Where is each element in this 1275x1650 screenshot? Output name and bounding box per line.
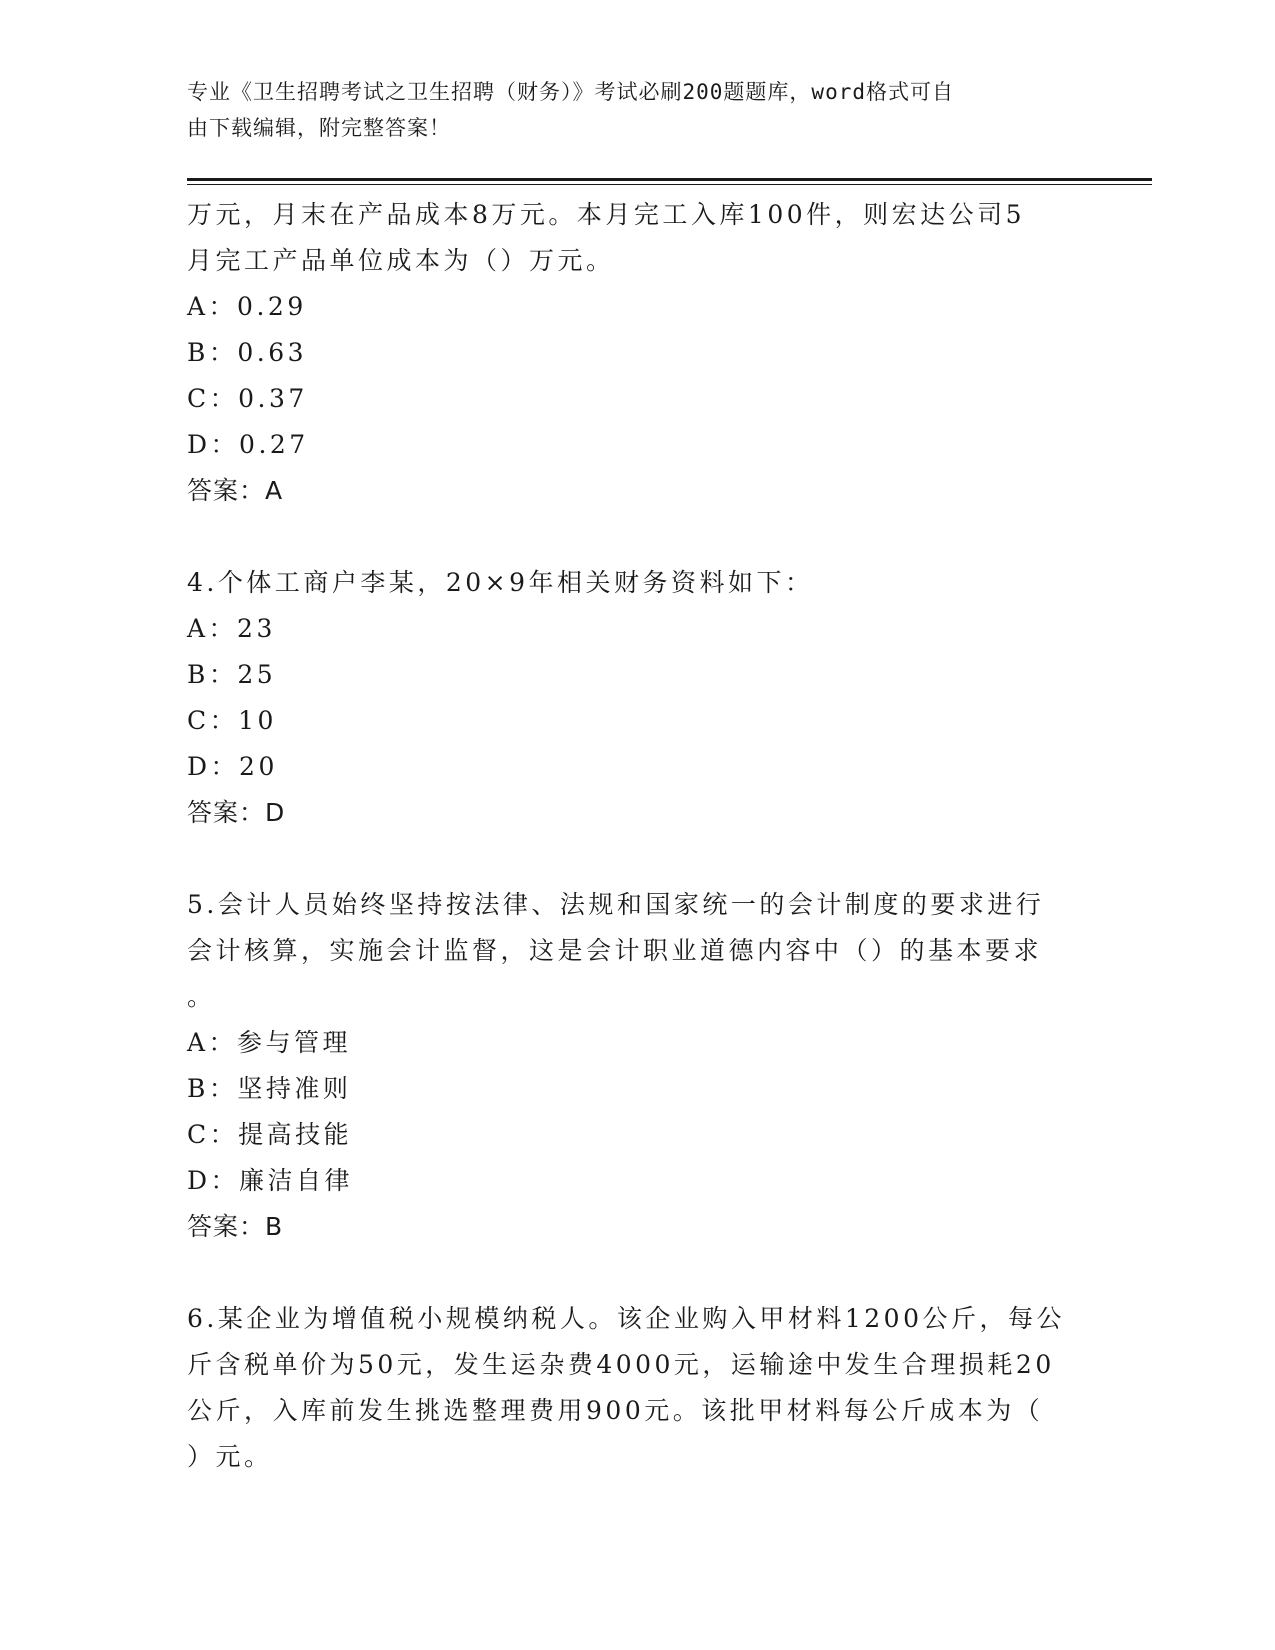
question-text-line: 4.个体工商户李某，20×9年相关财务资料如下：: [187, 568, 814, 597]
header-rule-thick: [187, 178, 1152, 181]
question-text-line: 。: [187, 982, 216, 1011]
option-a: A：参与管理: [187, 1028, 352, 1057]
question-5: [187, 882, 1077, 1250]
question-text-line: 万元，月末在产品成本8万元。本月完工入库100件，则宏达公司5: [187, 200, 1026, 229]
header-rule-thin: [187, 184, 1152, 185]
option-c: C：0.37: [187, 384, 308, 413]
answer: 答案：D: [187, 798, 286, 827]
question-text-line: 斤含税单价为50元，发生运杂费4000元，运输途中发生合理损耗20: [187, 1350, 1055, 1379]
question-4: [187, 560, 1077, 836]
question-text-line: 6.某企业为增值税小规模纳税人。该企业购入甲材料1200公斤，每公: [187, 1304, 1065, 1333]
document-header: [187, 74, 1067, 146]
option-a: A：23: [187, 614, 276, 643]
answer: 答案：B: [187, 1212, 284, 1241]
spacer: [187, 514, 1077, 560]
option-d: D：廉洁自律: [187, 1166, 354, 1195]
question-text-line: 5.会计人员始终坚持按法律、法规和国家统一的会计制度的要求进行: [187, 890, 1045, 919]
question-text-line: 公斤，入库前发生挑选整理费用900元。该批甲材料每公斤成本为（: [187, 1396, 1044, 1425]
option-a: A：0.29: [187, 292, 307, 321]
question-text-line: 月完工产品单位成本为（）万元。: [187, 246, 615, 275]
option-c: C：10: [187, 706, 277, 735]
header-line-2: 由下载编辑，附完整答案！: [187, 116, 451, 140]
question-text-line: 会计核算，实施会计监督，这是会计职业道德内容中（）的基本要求: [187, 936, 1043, 965]
spacer: [187, 1250, 1077, 1296]
spacer: [187, 836, 1077, 882]
option-b: B：25: [187, 660, 277, 689]
document-body: [187, 192, 1077, 1480]
header-line-1: 专业《卫生招聘考试之卫生招聘（财务）》考试必刷200题题库，word格式可自: [187, 80, 954, 104]
answer: 答案：A: [187, 476, 284, 505]
question-3: [187, 192, 1077, 514]
option-b: B：0.63: [187, 338, 308, 367]
option-b: B：坚持准则: [187, 1074, 352, 1103]
option-c: C：提高技能: [187, 1120, 353, 1149]
question-text-line: ）元。: [187, 1442, 273, 1471]
option-d: D：20: [187, 752, 278, 781]
option-d: D：0.27: [187, 430, 309, 459]
question-6: [187, 1296, 1077, 1480]
